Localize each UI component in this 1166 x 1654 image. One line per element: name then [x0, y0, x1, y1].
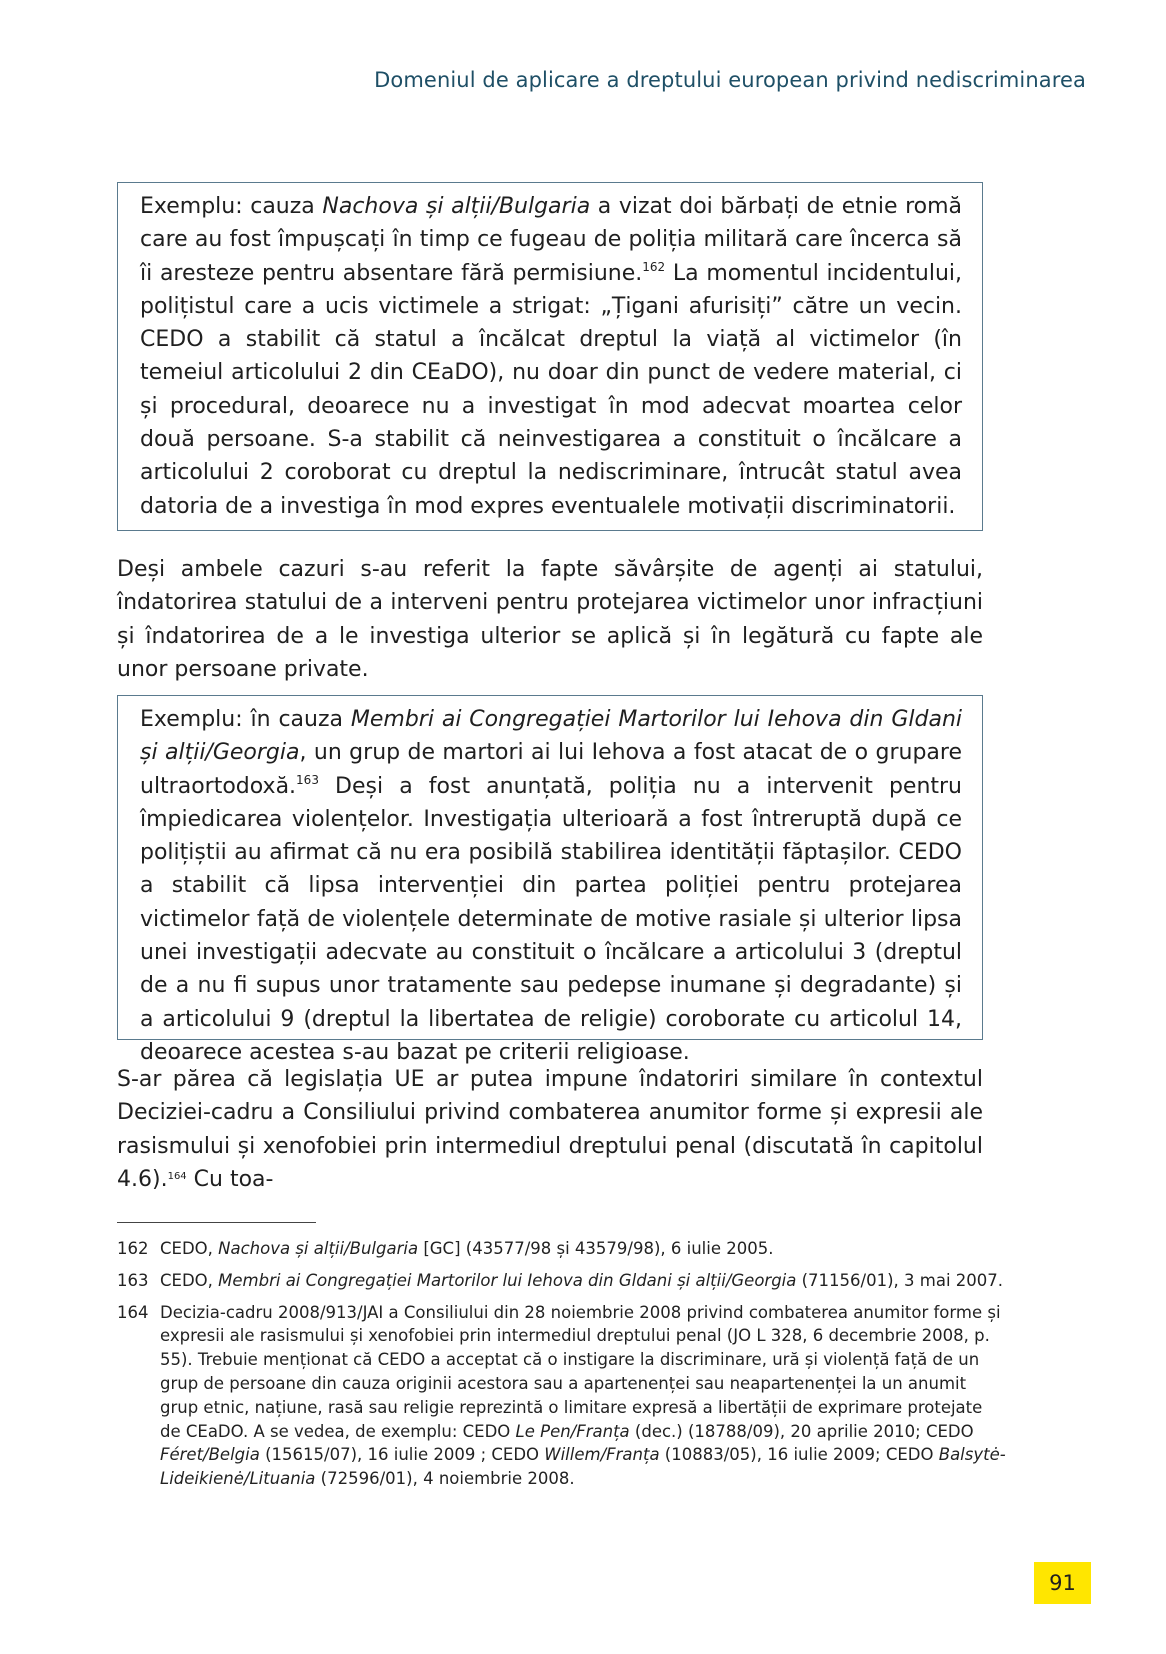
footnote-number: 162 [117, 1239, 149, 1258]
paragraph-text: Cu toa- [186, 1166, 274, 1192]
footnote-ref-163[interactable]: 163 [296, 772, 319, 787]
paragraph-text: S-ar părea că legislația UE ar putea impune îndatoriri similare în contextul Deciziei-cadru a Consiliului privind combaterea anumitor forme și expresii ale rasismului și xenofobiei prin intermediul dreptului penal (discutată în capitolul 4.6). [117, 1067, 983, 1192]
example-text: a vizat doi bărbați de etnie romă care au fost împușcați în timp ce fugeau de poliția militară care încerca să îi aresteze pentru absentare fără permisiune. [140, 194, 963, 286]
footnote-number: 164 [117, 1302, 149, 1322]
footnote-divider [117, 1222, 316, 1223]
footnote-ref-162[interactable]: 162 [642, 259, 666, 274]
running-head: Domeniul de aplicare a dreptului european privind nediscriminarea [374, 68, 1086, 92]
case-name: Membri ai Congregației Martorilor lui Iehova din Gldani și alții/Georgia [140, 707, 962, 766]
footnote-text: Decizia-cadru 2008/913/JAI a Consiliului din 28 noiembrie 2008 privind combaterea anumitor forme și expresii ale rasismului și xenofobiei prin intermediul dreptului penal (JO L 328, 6 decembrie 2008, p. 55). Trebuie menționat că CEDO a acceptat că o instigare la discriminare, ură și violență față de un grup de persoane din cauza originii acestora sau a apartenenței sau neapartenenței la un anumit grup etnic, națiune, rasă sau religie reprezintă o limitare expresă a libertății de exprimare protejate de CEaDO. A se vedea, de exemplu: CEDO Le Pen/Franța (dec.) (18788/09), 20 aprilie 2010; CEDO Féret/Belgia (15615/07), 16 iulie 2009 ; CEDO Willem/Franța (10883/05), 16 iulie 2009; CEDO Balsytė-Lideikienė/Lituania (72596/01), 4 noiembrie 2008. [160, 1302, 1006, 1489]
page-number: 91 [1034, 1562, 1091, 1604]
case-name: Nachova și alții/Bulgaria [322, 194, 591, 219]
footnote-ref-164[interactable]: 164 [167, 1170, 187, 1182]
example-text: La momentul incidentului, polițistul care a ucis victimele a strigat: „Țigani afurisiți” către un vecin. CEDO a stabilit că statul a încălcat dreptul la viață al victimelor (în temeiul articolului 2 din CEaDO), nu doar din punct de vedere material, ci și procedural, deoarece nu a investigat în mod adecvat moartea celor două persoane. S-a stabilit că neinvestigarea a constituit o încălcare a articolului 2 coroborat cu dreptul la nediscriminare, întrucât statul avea datoria de a investiga în mod expres eventualele motivații discriminatorii. [140, 260, 962, 519]
footnote-163 [117, 1269, 1007, 1293]
body-paragraph: Deși ambele cazuri s-au referit la fapte săvârșite de agenți ai statului, îndatorirea statului de a interveni pentru protejarea victimelor unor infracțiuni și îndatorirea de a le investiga ulterior se aplică și în legătură cu fapte ale unor persoane private. [117, 557, 983, 682]
footnote-number: 163 [117, 1270, 149, 1290]
footnote-164 [117, 1301, 1007, 1491]
example-box-gldani [117, 695, 983, 1065]
footnote-text: CEDO, Nachova și alții/Bulgaria [GC] (43577/98 și 43579/98), 6 iulie 2005. [160, 1239, 774, 1258]
example-prefix: Exemplu: în cauza [140, 707, 351, 732]
example-box-nachova [117, 182, 983, 531]
footnotes [117, 1237, 1007, 1499]
body-paragraph [117, 1063, 983, 1196]
example-text: Deși a fost anunțată, poliția nu a intervenit pentru împiedicarea violențelor. Investigația ulterioară a fost întreruptă după ce polițiștii au afirmat că nu era posibilă stabilirea identității făptașilor. CEDO a stabilit că lipsa intervenției din partea poliției pentru protejarea victimelor față de violențele determinate de motive rasiale și ulterior lipsa unei investigații adecvate au constituit o încălcare a articolului 3 (dreptul de a nu fi supus unor tratamente sau pedepse inumane și degradante) și a articolului 9 (dreptul la libertatea de religie) coroborate cu articolul 14, deoarece acestea s-au bazat pe criterii religioase. [140, 773, 962, 1065]
example-text: , un grup de martori ai lui Iehova a fost atacat de o grupare ultraortodoxă. [140, 740, 962, 799]
footnote-162 [117, 1237, 1007, 1261]
footnote-text: CEDO, Membri ai Congregației Martorilor lui Iehova din Gldani și alții/Georgia (71156/01), 3 mai 2007. [160, 1270, 1004, 1290]
example-prefix: Exemplu: cauza [140, 194, 323, 219]
